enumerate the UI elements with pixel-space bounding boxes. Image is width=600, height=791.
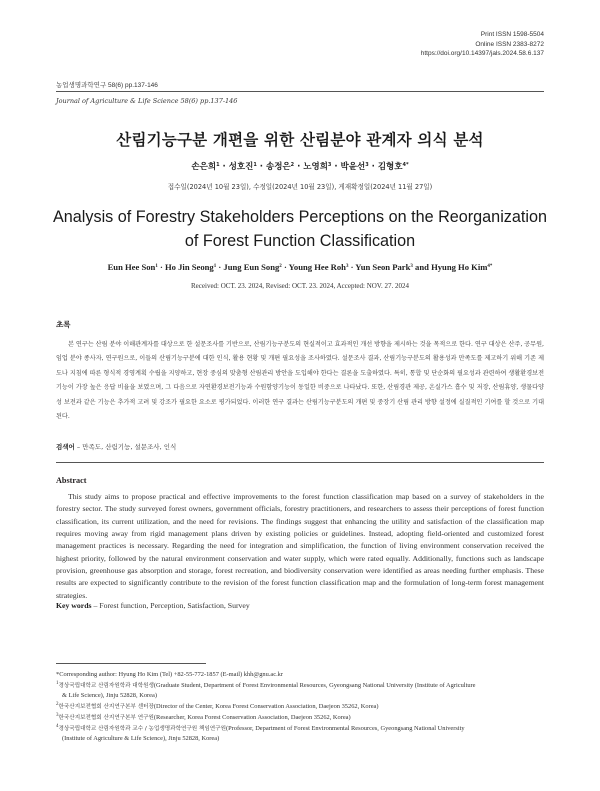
keywords-en-label: Key words	[56, 601, 92, 610]
footnotes	[56, 670, 544, 745]
keywords-ko-list: 만족도, 산림기능, 설문조사, 인식	[82, 443, 177, 451]
author-ko: 송정은	[265, 162, 291, 172]
author-ko: 김형호	[377, 162, 403, 172]
keywords-en: Key words – Forest function, Perception, Satisfaction, Survey	[56, 601, 250, 610]
footnote-1: $^1$경상국립대학교 산림자원학과 대학원생(Graduate Student, Department of Forest Environmental Resources, Gyeongsang National University (Institute of Agriculture	[56, 680, 476, 689]
dates-english: Received: OCT. 23. 2024, Revised: OCT. 23. 2024, Accepted: NOV. 27. 2024	[191, 282, 409, 290]
issn-block	[421, 30, 544, 59]
keywords-ko: 검색어 – 만족도, 산림기능, 설문조사, 인식	[56, 443, 177, 451]
doi-link[interactable]: https://doi.org/10.14397/jals.2024.58.6.137	[420, 50, 544, 57]
journal-header-ko: 농업생명과학연구 58(6) pp.137-146	[56, 82, 158, 89]
author-en: Ho Jin Seong	[165, 262, 214, 272]
authors-english: Eun Hee Son$^1$ · Ho Jin Seong$^1$ · Jung Eun Song$^2$ · Young Hee Roh$^3$ · Yun Seon Park$^3$ and Hyung Ho Kim$^{4*}$	[107, 262, 493, 272]
title-en-line: Analysis of Forestry Stakeholders Perceptions on the Reorganization	[53, 208, 547, 226]
abstract-en-text: This study aims to propose practical and effective improvements to the forest function classification map based on a survey of stakeholders in the forestry sector. The study surveyed forest owners, government officials, forestry practitioners, and researchers to assess their perceptions of forest function classification, its current utilization, and the need for revisions. The findings suggest that enhancing the utility and satisfaction of the classification map requires moving away from rigid management plans driven by existing policies or guidelines. Instead, adopting field-oriented and customized forest management practices is necessary. Regarding the need for integration and simplification, the function of living environment conservation received the highest priority, followed by the natural environment conservation and water supply, which were rated equally. Additionally, functions such as landscape provision, greenhouse gas absorption and storage, forest recreation, and biodiversity conservation were identified as areas needing further emphasis. These results are expected to significantly contribute to the revision of the forest function classification map and the formulation of long-term forest management strategies.	[56, 492, 544, 600]
footnote-4: $^4$경상국립대학교 산림자원학과 교수 / 농업생명과학연구원 책임연구원(Professor, Department of Forest Environmental Resources, Gyeongsang National University	[56, 723, 465, 732]
author-connector: and	[415, 262, 429, 272]
author-en: Eun Hee Son	[107, 262, 156, 272]
journal-header-en: Journal of Agriculture & Life Science 58(6) pp.137-146	[56, 97, 238, 105]
author-ko: 박윤선	[340, 162, 366, 172]
online-issn: Online ISSN 2383-8272	[475, 40, 544, 48]
author-ko: 성호진	[228, 162, 254, 172]
title-korean: 산림기능구분 개편을 위한 산림분야 관계자 의식 분석	[116, 131, 484, 149]
abstract-en-heading: Abstract	[56, 476, 87, 485]
author-en: Yun Seon Park	[355, 262, 411, 272]
authors-korean: 손은희$^1$ · 성호진$^1$ · 송정은$^2$ · 노영희$^3$ · 박윤선$^3$ · 김형호$^{4*}$	[191, 162, 409, 172]
author-en: Jung Eun Song	[223, 262, 280, 272]
title-en-line: of Forest Function Classification	[184, 232, 416, 250]
author-ko: 손은희	[191, 162, 217, 172]
footnote-4-cont: (Institute of Agriculture & Life Science), Jinju 52828, Korea)	[62, 735, 220, 743]
author-en: Young Hee Roh	[288, 262, 346, 272]
dates-korean: 접수일(2024년 10월 23일), 수정일(2024년 10월 23일), 게재확정일(2024년 11월 27일)	[167, 183, 433, 191]
author-en: Hyung Ho Kim	[431, 262, 488, 272]
keywords-ko-label: 검색어	[56, 443, 75, 451]
print-issn: Print ISSN 1598-5504	[480, 31, 544, 38]
title-english	[40, 205, 560, 253]
header-rule	[56, 91, 544, 92]
abstract-ko-heading: 초록	[56, 320, 71, 329]
abstract-ko-text: 본 연구는 산림 분야 이해관계자를 대상으로 한 설문조사를 기반으로, 산림기능구분도의 현실적이고 효과적인 개선 방향을 제시하는 것을 목적으로 한다. 연구 대상은 산주, 공무원, 임업 분야 종사자, 연구원으로, 이들의 산림기능구분에 대한 인식, 활용 현황 및 개편 필요성을 조사하였다. 설문조사 결과, 산림기능구분도의 활용성과 만족도를 제고하기 위해 기존 제도나 지침에 따른 형식적 경영계획 수립을 지양하고, 현장 중심의 맞춤형 산림관리 방안을 도입해야 한다는 결론을 도출하였다. 특히, 통합 및 단순화의 필요성과 관련하여 생활환경보전기능이 가장 높은 응답 비율을 보였으며, 그 다음으로 자연환경보전기능과 수원함양기능이 동일한 비중으로 나타났다. 또한, 산림경관 제공, 온실가스 흡수 및 저장, 산림휴양, 생물다양성 보전과 같은 기능은 추가적 고려 및 강조가 필요한 요소로 평가되었다. 이러한 연구 결과는 산림기능구분도의 개편 및 중장기 산림 관리 방향 설정에 실질적인 기여를 할 것으로 기대된다.	[56, 341, 544, 421]
footnote-1-cont: & Life Science), Jinju 52828, Korea)	[62, 692, 157, 700]
section-divider	[56, 462, 544, 463]
footnote-3: $^3$한국산지보전협회 산지연구본부 연구원(Researcher, Korea Forest Conservation Association, Daejeon 35262, Korea)	[56, 712, 351, 721]
corresponding-author: *Corresponding author: Hyung Ho Kim (Tel) +82-55-772-1857 (E-mail) khh@gnu.ac.kr	[56, 671, 283, 678]
keywords-en-list: Forest function, Perception, Satisfaction, Survey	[99, 601, 250, 610]
author-ko: 노영희	[303, 162, 328, 172]
footnote-2: $^2$한국산지보전협회 산지연구본부 센터장(Director of the Center, Korea Forest Conservation Association, Daejeon 35262, Korea)	[56, 702, 379, 711]
footnote-rule	[56, 663, 206, 664]
